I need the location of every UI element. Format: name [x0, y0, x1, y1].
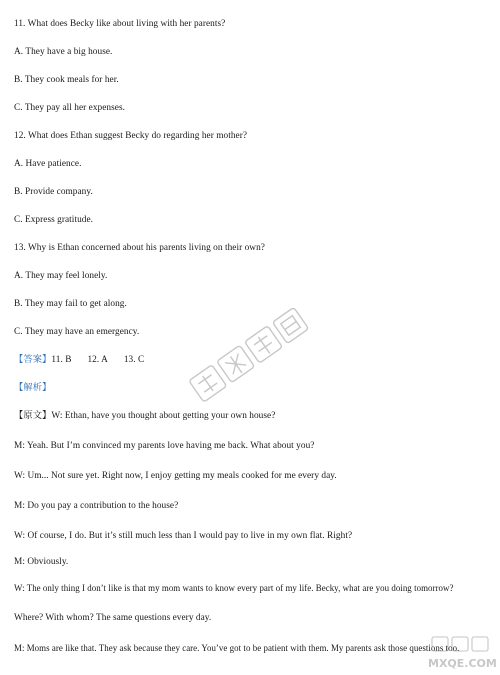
question-13-option-b: B. They may fail to get along.	[14, 299, 127, 309]
question-11-stem: 11. What does Becky like about living with her parents?	[14, 19, 226, 29]
answer-item-12: 12. A	[87, 355, 108, 365]
transcript-line-3: W: Um... Not sure yet. Right now, I enjoy getting my meals cooked for me every day.	[14, 471, 337, 481]
question-11-option-b: B. They cook meals for her.	[14, 75, 119, 85]
svg-text:MXQE.COM: MXQE.COM	[428, 657, 497, 670]
question-12-stem: 12. What does Ethan suggest Becky do regarding her mother?	[14, 131, 248, 141]
transcript-line-6: M: Obviously.	[14, 557, 69, 567]
question-12-option-a: A. Have patience.	[14, 159, 82, 169]
transcript-line-4: M: Do you pay a contribution to the house?	[14, 501, 179, 511]
question-13-option-c: C. They may have an emergency.	[14, 327, 140, 337]
answer-item-13: 13. C	[123, 355, 145, 365]
transcript-line-9: M: Moms are like that. They ask because they care. You’ve got to be patient with them. My parents ask those questions too.	[14, 643, 460, 653]
answer-row	[14, 354, 160, 366]
transcript-text-1: W: Ethan, have you thought about getting your own house?	[51, 411, 276, 421]
question-12-option-b: B. Provide company.	[14, 187, 93, 197]
analysis-row	[14, 382, 51, 394]
transcript-line-5: W: Of course, I do. But it’s still much less than I would pay to live in my own flat. Right?	[14, 531, 353, 541]
answer-item-11: 11. B	[51, 355, 72, 365]
question-13-stem: 13. Why is Ethan concerned about his parents living on their own?	[14, 243, 265, 253]
transcript-line-8: Where? With whom? The same questions every day.	[14, 613, 212, 623]
question-12-option-c: C. Express gratitude.	[14, 215, 94, 225]
stamp-watermark-icon	[180, 300, 320, 420]
transcript-line-2: M: Yeah. But I’m convinced my parents love having me back. What about you?	[14, 441, 315, 451]
transcript-line-1	[14, 410, 275, 422]
transcript-tag: 【原文】	[14, 411, 52, 421]
question-11-option-a: A. They have a big house.	[14, 47, 113, 57]
analysis-tag: 【解析】	[14, 383, 52, 393]
question-11-option-c: C. They pay all her expenses.	[14, 103, 126, 113]
site-logo-icon	[402, 635, 498, 675]
transcript-line-7: W: The only thing I don’t like is that my mom wants to know every part of my life. Becky, what are you doing tomorrow?	[14, 583, 454, 593]
question-13-option-a: A. They may feel lonely.	[14, 271, 108, 281]
answer-tag: 【答案】	[14, 355, 52, 365]
